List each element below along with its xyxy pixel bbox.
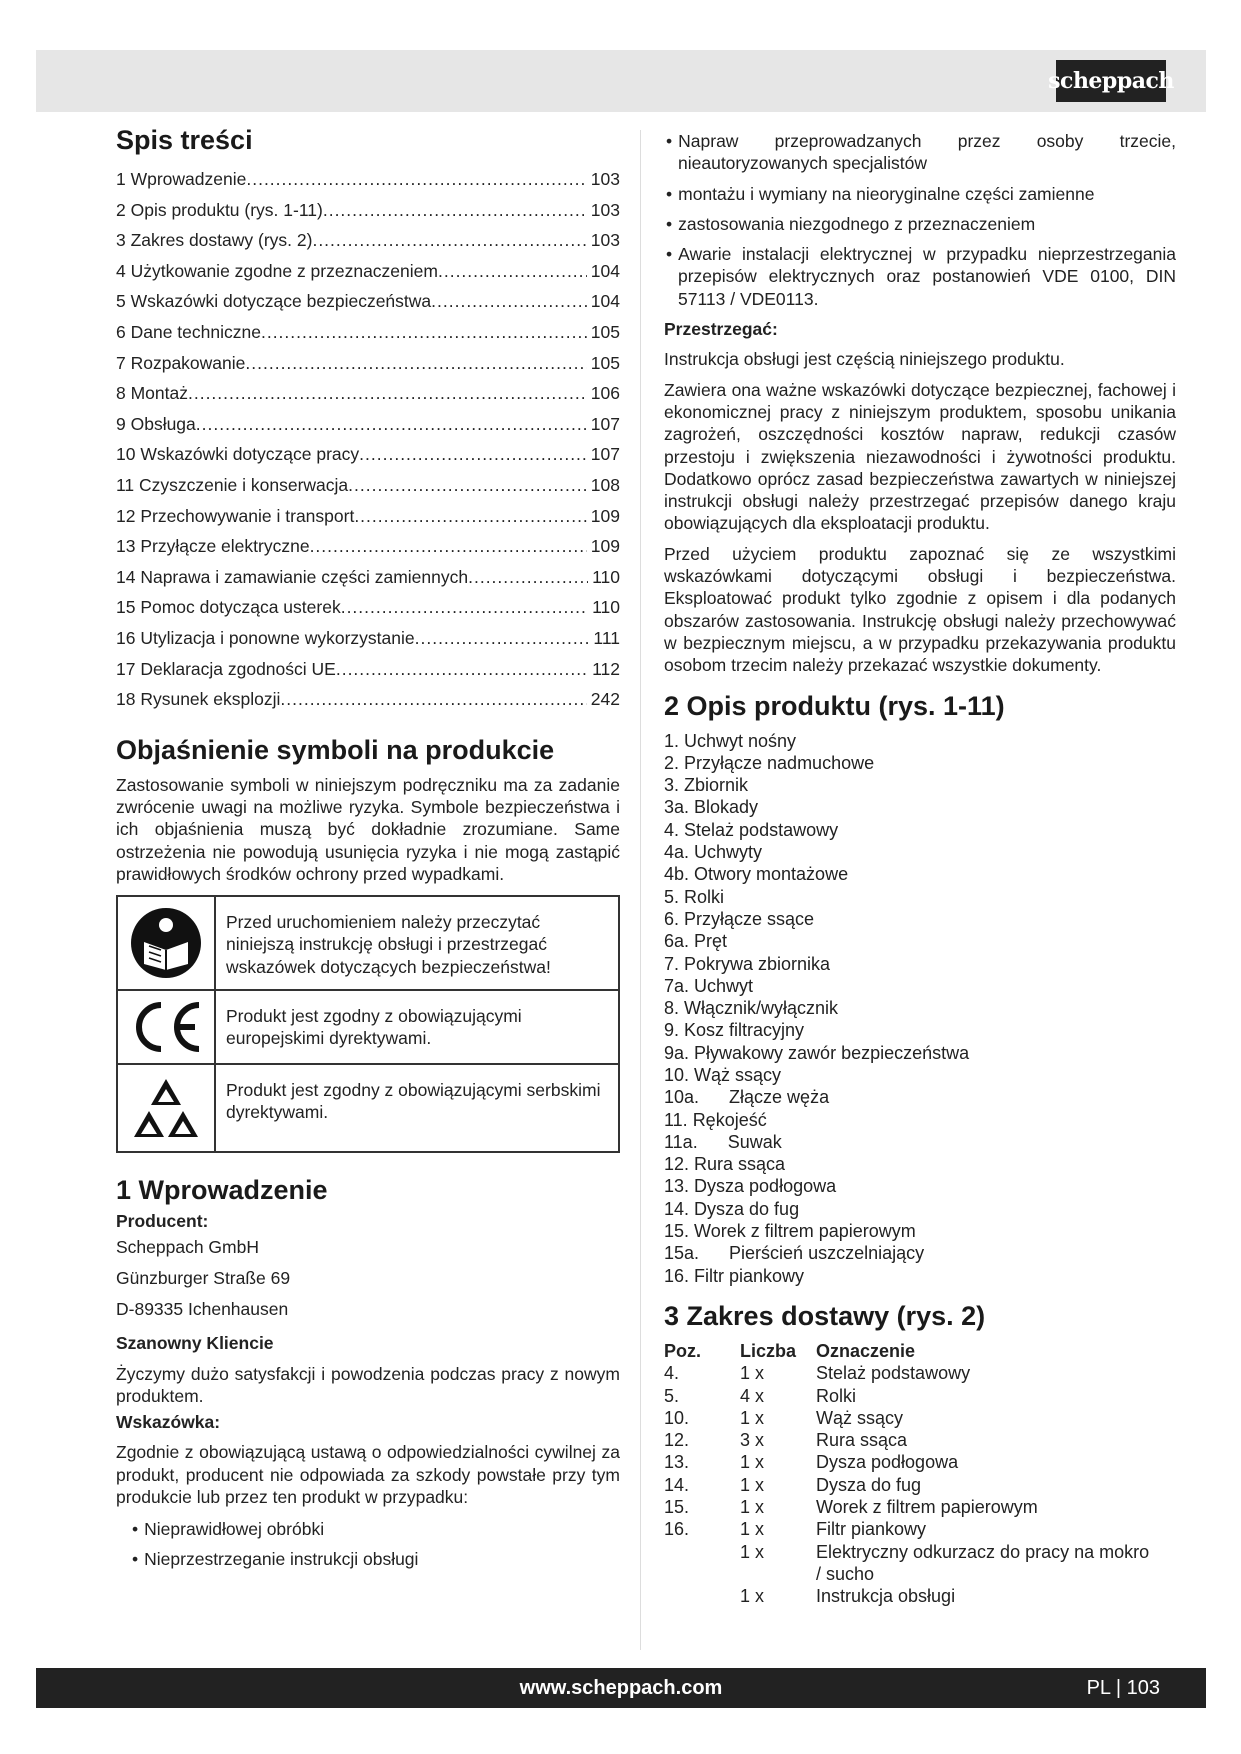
toc-row bbox=[116, 378, 620, 409]
table-row bbox=[664, 1407, 1156, 1429]
symbol-text: Produkt jest zgodny z obowiązującymi europejskimi dyrektywami. bbox=[226, 1006, 522, 1049]
delivery-table bbox=[664, 1340, 1156, 1608]
toc-row bbox=[116, 164, 620, 195]
table-row bbox=[664, 1585, 1156, 1607]
list-item: 10. Wąż ssący bbox=[664, 1064, 782, 1085]
producer-name: Scheppach GmbH bbox=[116, 1237, 259, 1258]
list-item: • Nieprzestrzeganie instrukcji obsługi bbox=[116, 1544, 620, 1574]
toc-dot-leader bbox=[438, 256, 587, 287]
toc-entry-page: 103 bbox=[590, 169, 620, 189]
toc-dot-leader bbox=[188, 378, 587, 409]
table-header-row bbox=[664, 1340, 1156, 1362]
symbol-row bbox=[118, 897, 618, 991]
table-row bbox=[664, 1451, 1156, 1473]
toc-entry-page: 109 bbox=[590, 536, 620, 557]
table-cell: 1 x bbox=[740, 1474, 765, 1495]
list-item: 15. Worek z filtrem papierowym bbox=[664, 1221, 916, 1242]
toc-entry-text: 10 Wskazówki dotyczące pracy bbox=[116, 444, 360, 465]
toc-entry-page: 111 bbox=[593, 627, 620, 648]
list-item: 4a. Uchwyty bbox=[664, 842, 763, 863]
producer-street: Günzburger Straße 69 bbox=[116, 1268, 291, 1289]
symbols-intro: Zastosowanie symboli w niniejszym podręczniku ma za zadanie zwrócenie uwagi na możliwe ryzyka. Symbole bezpieczeństwa i ich objaśnienia muszą być dokładnie zrozumiane. Same ostrzeżenia nie powodują usunięcia ryzyka i nie mogą zastąpić prawidłowych środków ochrony przed wypadkami. bbox=[116, 774, 620, 884]
toc-dot-leader bbox=[261, 317, 587, 348]
table-cell: 1 x bbox=[740, 1407, 765, 1428]
toc-row bbox=[116, 286, 620, 317]
producer-label: Producent: bbox=[116, 1211, 209, 1232]
list-item: 9. Kosz filtracyjny bbox=[664, 1020, 805, 1041]
liability-list-right bbox=[664, 130, 1176, 310]
table-cell: Filtr piankowy bbox=[816, 1519, 927, 1540]
list-item: 1. Uchwyt nośny bbox=[664, 730, 797, 751]
toc-entry-text: 16 Utylizacja i ponowne wykorzystanie bbox=[116, 627, 415, 648]
symbol-row bbox=[118, 1065, 618, 1151]
toc-dot-leader bbox=[354, 501, 586, 532]
parts-list bbox=[664, 730, 1176, 1287]
toc-dot-leader bbox=[245, 348, 586, 379]
col-header-pos: Poz. bbox=[664, 1340, 702, 1361]
table-cell: Rolki bbox=[816, 1385, 857, 1406]
toc-dot-leader bbox=[246, 164, 586, 195]
table-cell: 1 x bbox=[740, 1519, 765, 1540]
toc-entry-text: 4 Użytkowanie zgodne z przeznaczeniem bbox=[116, 260, 438, 281]
toc-row bbox=[116, 348, 620, 379]
toc-entry-text: 5 Wskazówki dotyczące bezpieczeństwa bbox=[116, 291, 432, 312]
table-cell: Instrukcja obsługi bbox=[816, 1586, 956, 1607]
toc-entry-text: 8 Montaż bbox=[116, 383, 188, 404]
table-cell bbox=[664, 1541, 740, 1586]
toc-entry-text: 14 Naprawa i zamawianie części zamiennych bbox=[116, 566, 469, 587]
table-row bbox=[664, 1496, 1156, 1518]
delivery-body bbox=[664, 1362, 1156, 1607]
toc-list bbox=[116, 164, 620, 715]
toc-entry-text: 15 Pomoc dotycząca usterek bbox=[116, 597, 341, 618]
dear-label: Szanowny Kliencie bbox=[116, 1333, 274, 1354]
dear-text: Życzymy dużo satysfakcji i powodzenia podczas pracy z nowym produktem. bbox=[116, 1363, 620, 1406]
toc-dot-leader bbox=[431, 286, 587, 317]
intro-title: 1 Wprowadzenie bbox=[116, 1175, 328, 1206]
toc-row bbox=[116, 195, 620, 226]
toc-entry-text: 9 Obsługa bbox=[116, 413, 196, 434]
table-cell: 4. bbox=[664, 1363, 680, 1384]
table-cell: 5. bbox=[664, 1385, 680, 1406]
list-item: 13. Dysza podłogowa bbox=[664, 1176, 837, 1197]
symbol-text: Produkt jest zgodny z obowiązującymi serbskimi dyrektywami. bbox=[226, 1080, 601, 1123]
list-item: 5. Rolki bbox=[664, 886, 725, 907]
table-cell: Elektryczny odkurzacz do pracy na mokro / sucho bbox=[816, 1541, 1150, 1584]
toc-row bbox=[116, 439, 620, 470]
list-item: 11. Rękojeść bbox=[664, 1109, 767, 1130]
list-item: 4b. Otwory montażowe bbox=[664, 864, 849, 885]
toc-row bbox=[116, 317, 620, 348]
footer-url: www.scheppach.com bbox=[519, 1677, 723, 1699]
list-item: • montażu i wymiany na nieoryginalne części zamienne bbox=[664, 183, 1176, 205]
ce-mark-icon bbox=[118, 991, 216, 1063]
description-title: 2 Opis produktu (rys. 1-11) bbox=[664, 690, 1005, 721]
toc-entry-page: 110 bbox=[592, 566, 620, 587]
toc-dot-leader bbox=[341, 592, 588, 623]
list-item: 7. Pokrywa zbiornika bbox=[664, 953, 831, 974]
list-item: 3a. Blokady bbox=[664, 797, 759, 818]
list-item: 2. Przyłącze nadmuchowe bbox=[664, 752, 875, 773]
toc-dot-leader bbox=[468, 562, 588, 593]
toc-entry-text: 11 Czyszczenie i konserwacja bbox=[116, 474, 349, 495]
table-cell: 1 x bbox=[740, 1497, 765, 1518]
toc-entry-page: 110 bbox=[592, 597, 620, 618]
toc-dot-leader bbox=[323, 195, 587, 226]
table-row bbox=[664, 1518, 1156, 1540]
observe-label: Przestrzegać: bbox=[664, 319, 778, 340]
toc-entry-text: 1 Wprowadzenie bbox=[116, 169, 247, 189]
toc-row bbox=[116, 562, 620, 593]
toc-row bbox=[116, 684, 620, 715]
list-item: 3. Zbiornik bbox=[664, 775, 749, 796]
table-cell: Rura ssąca bbox=[816, 1430, 908, 1451]
list-item: 12. Rura ssąca bbox=[664, 1154, 786, 1175]
toc-row bbox=[116, 409, 620, 440]
table-cell: 10. bbox=[664, 1407, 690, 1428]
toc-dot-leader bbox=[336, 654, 588, 685]
table-cell: 1 x bbox=[740, 1586, 765, 1607]
list-item: • Napraw przeprowadzanych przez osoby trzecie, nieautoryzowanych specjalistów bbox=[664, 130, 1176, 175]
toc-entry-text: 13 Przyłącze elektryczne bbox=[116, 536, 310, 557]
toc-dot-leader bbox=[312, 225, 586, 256]
toc-entry-page: 105 bbox=[590, 352, 620, 373]
toc-entry-page: 106 bbox=[590, 383, 620, 404]
toc-dot-leader bbox=[310, 531, 587, 562]
toc-dot-leader bbox=[348, 470, 587, 501]
producer-city: D-89335 Ichenhausen bbox=[116, 1298, 289, 1319]
list-item: 15a. Pierścień uszczelniający bbox=[664, 1243, 925, 1264]
list-item: 8. Włącznik/wyłącznik bbox=[664, 998, 839, 1019]
toc-dot-leader bbox=[359, 439, 587, 470]
toc-entry-page: 107 bbox=[590, 413, 620, 434]
table-cell: 13. bbox=[664, 1452, 690, 1473]
toc-row bbox=[116, 623, 620, 654]
list-item: 16. Filtr piankowy bbox=[664, 1265, 805, 1286]
toc-dot-leader bbox=[280, 684, 586, 715]
toc-entry-text: 7 Rozpakowanie bbox=[116, 352, 246, 373]
table-cell: 3 x bbox=[740, 1430, 765, 1451]
table-row bbox=[664, 1362, 1156, 1384]
observe-p3: Przed użyciem produktu zapoznać się ze wszystkimi wskazówkami dotyczącymi obsługi i bezpieczeństwa. Eksploatować produkt tylko zgodnie z opisem i dla podanych obszarów zastosowania. Instrukcję obsługi należy przechowywać w bezpiecznym miejscu, a w przypadku przekazywania produktu osobom trzecim należy przekazać wszystkie dokumenty. bbox=[664, 543, 1176, 676]
delivery-title: 3 Zakres dostawy (rys. 2) bbox=[664, 1300, 986, 1331]
observe-p1: Instrukcja obsługi jest częścią niniejszego produktu. bbox=[664, 349, 1065, 370]
toc-entry-page: 107 bbox=[590, 444, 620, 465]
read-manual-icon bbox=[118, 897, 216, 989]
toc-entry-page: 112 bbox=[592, 658, 620, 679]
table-row bbox=[664, 1429, 1156, 1451]
toc-row bbox=[116, 592, 620, 623]
symbol-text: Przed uruchomieniem należy przeczytać niniejszą instrukcję obsługi i przestrzegać wskazówek dotyczących bezpieczeństwa! bbox=[226, 912, 551, 977]
toc-title: Spis treści bbox=[116, 125, 253, 155]
toc-entry-page: 108 bbox=[590, 474, 620, 495]
table-cell: Worek z filtrem papierowym bbox=[816, 1497, 1038, 1518]
table-row bbox=[664, 1541, 1156, 1586]
toc-entry-page: 103 bbox=[590, 199, 620, 220]
table-row bbox=[664, 1385, 1156, 1407]
left-column bbox=[116, 125, 620, 1574]
toc-row bbox=[116, 654, 620, 685]
table-cell: 1 x bbox=[740, 1452, 765, 1473]
toc-row bbox=[116, 470, 620, 501]
note-text: Zgodnie z obowiązującą ustawą o odpowiedzialności cywilnej za produkt, producent nie odpowiada za szkody powstałe przy tym produkcie lub przez ten produkt w przypadku: bbox=[116, 1442, 620, 1508]
list-item: • Awarie instalacji elektrycznej w przypadku nieprzestrzegania przepisów elektrycznych oraz postanowień VDE 0100, DIN 57113 / VDE0113. bbox=[664, 243, 1176, 310]
toc-row bbox=[116, 531, 620, 562]
note-label: Wskazówka: bbox=[116, 1412, 221, 1433]
table-cell: 1 x bbox=[740, 1363, 765, 1384]
table-cell: 15. bbox=[664, 1497, 690, 1518]
page-number: PL | 103 bbox=[1086, 1677, 1160, 1699]
toc-dot-leader bbox=[415, 623, 590, 654]
column-divider bbox=[640, 130, 641, 1650]
toc-entry-text: 6 Dane techniczne bbox=[116, 321, 261, 342]
symbols-title: Objaśnienie symboli na produkcie bbox=[116, 734, 555, 765]
table-cell: 16. bbox=[664, 1519, 690, 1540]
table-cell bbox=[664, 1585, 740, 1607]
toc-row bbox=[116, 225, 620, 256]
table-cell: 14. bbox=[664, 1474, 690, 1495]
toc-row bbox=[116, 256, 620, 287]
symbols-table bbox=[116, 895, 620, 1153]
table-row bbox=[664, 1474, 1156, 1496]
observe-p2: Zawiera ona ważne wskazówki dotyczące bezpiecznej, fachowej i ekonomicznej pracy z niniejszym produktem, sposobu unikania zagrożeń, oszczędności kosztów napraw, redukcji czasów przestoju i zwiększenia niezawodności i żywotności produktu. Dodatkowo oprócz zasad bezpieczeństwa zawartych w niniejszej instrukcji obsługi należy przestrzegać przepisów danego kraju obowiązujących dla eksploatacji produktu. bbox=[664, 379, 1176, 534]
list-item: 6a. Pręt bbox=[664, 931, 728, 952]
producer-address bbox=[116, 1232, 620, 1324]
list-item: 6. Przyłącze ssące bbox=[664, 908, 815, 929]
toc-entry-page: 104 bbox=[590, 260, 620, 281]
list-item: 11a. Suwak bbox=[664, 1131, 782, 1152]
table-cell: Stelaż podstawowy bbox=[816, 1363, 971, 1384]
toc-entry-page: 242 bbox=[590, 689, 620, 710]
col-header-name: Oznaczenie bbox=[816, 1340, 916, 1361]
table-cell: 12. bbox=[664, 1430, 690, 1451]
toc-entry-text: 17 Deklaracja zgodności UE bbox=[116, 658, 336, 679]
table-cell: 4 x bbox=[740, 1385, 765, 1406]
toc-entry-text: 18 Rysunek eksplozji bbox=[116, 689, 281, 710]
toc-entry-text: 3 Zakres dostawy (rys. 2) bbox=[116, 230, 313, 251]
toc-dot-leader bbox=[196, 409, 587, 440]
list-item: 10a. Złącze węża bbox=[664, 1087, 830, 1108]
header-band bbox=[36, 50, 1206, 112]
right-column bbox=[664, 130, 1176, 1608]
toc-entry-page: 103 bbox=[590, 230, 620, 251]
toc-entry-page: 105 bbox=[590, 321, 620, 342]
toc-row bbox=[116, 501, 620, 532]
toc-entry-page: 104 bbox=[590, 291, 620, 312]
toc-entry-text: 12 Przechowywanie i transport bbox=[116, 505, 355, 526]
list-item: • Nieprawidłowej obróbki bbox=[116, 1514, 620, 1544]
footer-bar bbox=[36, 1668, 1206, 1708]
toc-entry-page: 109 bbox=[590, 505, 620, 526]
table-cell: Dysza do fug bbox=[816, 1474, 922, 1495]
table-cell: Wąż ssący bbox=[816, 1407, 904, 1428]
list-item: 4. Stelaż podstawowy bbox=[664, 819, 839, 840]
list-item: 14. Dysza do fug bbox=[664, 1198, 800, 1219]
list-item: • zastosowania niezgodnego z przeznaczeniem bbox=[664, 213, 1176, 235]
list-item: 9a. Pływakowy zawór bezpieczeństwa bbox=[664, 1042, 970, 1063]
table-cell: 1 x bbox=[740, 1541, 765, 1562]
list-item: 7a. Uchwyt bbox=[664, 975, 754, 996]
col-header-qty: Liczba bbox=[740, 1340, 797, 1361]
table-cell: Dysza podłogowa bbox=[816, 1452, 959, 1473]
toc-entry-text: 2 Opis produktu (rys. 1-11) bbox=[116, 199, 323, 220]
scheppach-logo: scheppach bbox=[1056, 60, 1166, 102]
serbian-conformity-icon bbox=[118, 1065, 216, 1151]
symbol-row bbox=[118, 991, 618, 1065]
liability-list-left bbox=[116, 1514, 620, 1574]
